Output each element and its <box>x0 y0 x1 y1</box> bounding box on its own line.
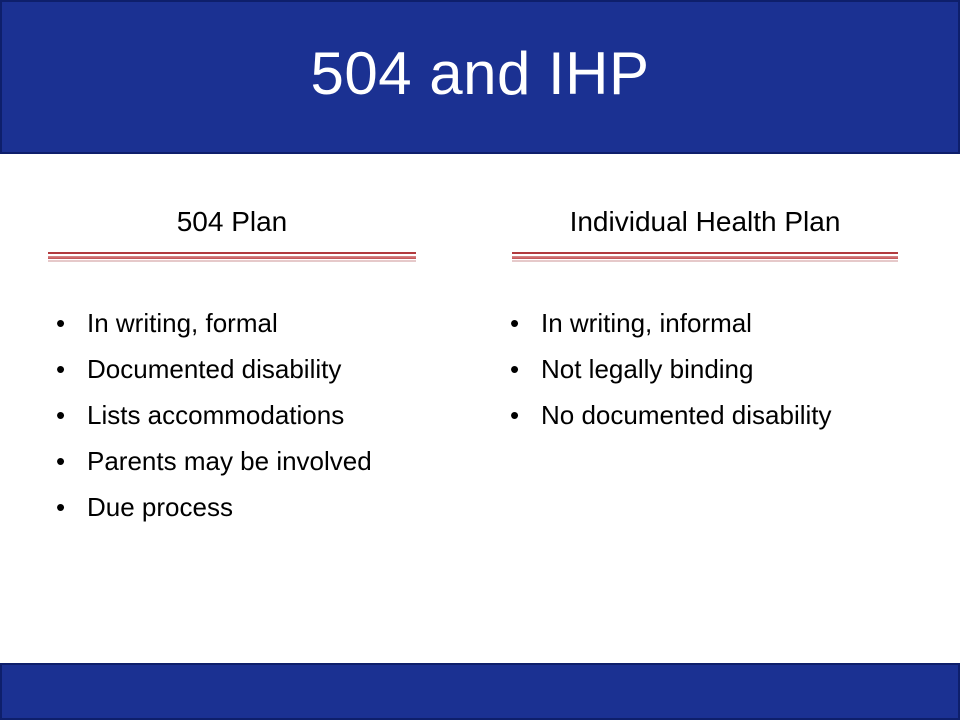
list-item <box>56 392 456 438</box>
bullet-text: Parents may be involved <box>87 446 372 476</box>
title-bar <box>0 0 960 154</box>
bullet-icon: • <box>510 308 520 338</box>
list-item <box>510 392 930 438</box>
footer-bar <box>0 663 960 720</box>
bullet-icon: • <box>56 308 66 338</box>
left-column-heading: 504 Plan <box>176 206 288 237</box>
bullet-text: Due process <box>87 492 233 522</box>
bullet-icon: • <box>510 354 520 384</box>
left-column-header <box>48 202 416 260</box>
list-item <box>510 300 930 346</box>
bullet-text: Not legally binding <box>541 354 754 384</box>
list-item <box>56 484 456 530</box>
bullet-text: No documented disability <box>541 400 832 430</box>
bullet-icon: • <box>56 492 66 522</box>
list-item <box>56 300 456 346</box>
right-divider-shadow <box>512 260 898 262</box>
bullet-text: In writing, informal <box>541 308 752 338</box>
left-divider-shadow <box>48 260 416 262</box>
bullet-icon: • <box>56 446 66 476</box>
bullet-text: In writing, formal <box>87 308 278 338</box>
slide-title: 504 and IHP <box>310 39 650 107</box>
bullet-icon: • <box>56 400 66 430</box>
left-heading-divider <box>48 252 416 260</box>
list-item <box>510 346 930 392</box>
left-bullet-list <box>56 300 456 530</box>
bullet-text: Documented disability <box>87 354 342 384</box>
list-item <box>56 346 456 392</box>
right-column-heading: Individual Health Plan <box>569 206 841 237</box>
right-heading-divider <box>512 252 898 260</box>
list-item <box>56 438 456 484</box>
bullet-icon: • <box>56 354 66 384</box>
bullet-icon: • <box>510 400 520 430</box>
right-column-header <box>512 202 898 260</box>
right-bullet-list <box>510 300 930 438</box>
bullet-text: Lists accommodations <box>87 400 345 430</box>
